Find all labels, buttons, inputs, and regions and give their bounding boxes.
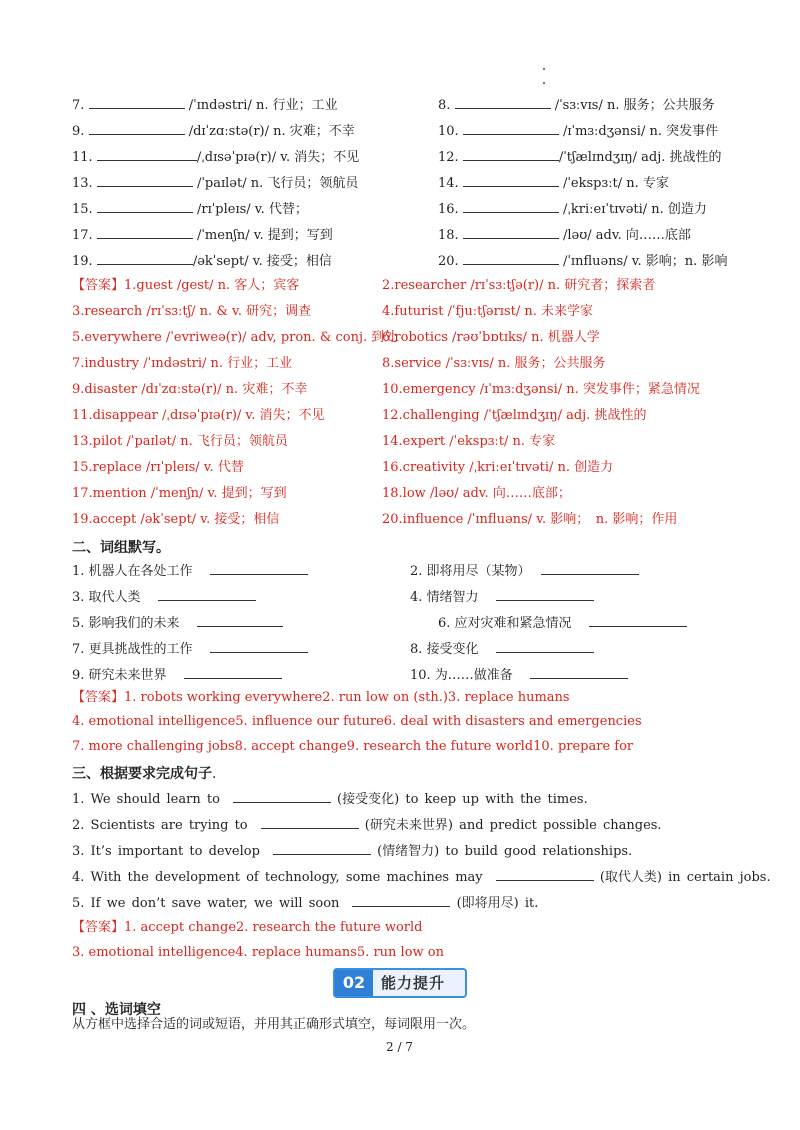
answer-item: 9.disaster /dɪˈzɑːstə(r)/ n. 灾难；不幸 xyxy=(72,382,308,397)
section-title: 二、词组默写。 xyxy=(72,540,170,556)
answer-line: 7. more challenging jobs8. accept change9. research the future world10. prepare for xyxy=(72,739,634,754)
vocab-item: 14. /ˈekspɜːt/ n. 专家 xyxy=(438,176,669,191)
vocab-item: 15. /rɪˈpleɪs/ v. 代替； xyxy=(72,202,308,217)
answer-item: 17.mention /ˈmenʃn/ v. 提到；写到 xyxy=(72,486,287,501)
vocab-item: 20. /ˈɪnfluəns/ v. 影响；n. 影响 xyxy=(438,254,728,269)
answer-item: 5.everywhere /ˈevriweə(r)/ adv, pron. & conj. 到处 xyxy=(72,330,398,345)
badge-number: 02 xyxy=(335,970,373,996)
answer-item: 6.robotics /rəʊˈbɒtɪks/ n. 机器人学 xyxy=(382,330,600,345)
sentence-item: 5. If we don’t save water, we will soon (即将用尽) it. xyxy=(72,896,539,911)
section-title: 三、根据要求完成句子. xyxy=(72,766,217,782)
vocab-item: 9. /dɪˈzɑːstə(r)/ n. 灾难；不幸 xyxy=(72,124,355,139)
phrase-item: 10. 为……做准备 xyxy=(410,666,628,684)
vocab-item: 10. /ɪˈmɜːdʒənsi/ n. 突发事件 xyxy=(438,124,719,139)
answer-item: 16.creativity /ˌkriːeɪˈtɪvəti/ n. 创造力 xyxy=(382,460,614,475)
decorative-dot xyxy=(543,68,545,70)
phrase-item: 7. 更具挑战性的工作 xyxy=(72,640,308,658)
badge-label: 能力提升 xyxy=(381,974,446,992)
section-title: 四 、选词填空 xyxy=(72,1002,161,1018)
answer-item: 11.disappear /ˌdɪsəˈpɪə(r)/ v. 消失；不见 xyxy=(72,408,325,423)
answer-item: 8.service /ˈsɜːvɪs/ n. 服务；公共服务 xyxy=(382,356,606,371)
answer-item: 13.pilot /ˈpaɪlət/ n. 飞行员；领航员 xyxy=(72,434,288,449)
answer-item: 19.accept /əkˈsept/ v. 接受；相信 xyxy=(72,512,280,527)
vocab-item: 12. /ˈtʃælɪndʒɪŋ/ adj. 挑战性的 xyxy=(438,150,722,165)
answer-item: 4.futurist /ˈfjuːtʃərɪst/ n. 未来学家 xyxy=(382,304,593,319)
section-badge xyxy=(333,968,467,998)
decorative-dot xyxy=(543,82,545,84)
vocab-item: 8. /ˈsɜːvɪs/ n. 服务；公共服务 xyxy=(438,98,715,113)
vocab-item: 16. /ˌkriːeɪˈtɪvəti/ n. 创造力 xyxy=(438,202,707,217)
phrase-item: 5. 影响我们的未来 xyxy=(72,614,283,632)
phrase-item: 1. 机器人在各处工作 xyxy=(72,562,308,580)
phrase-item: 9. 研究未来世界 xyxy=(72,666,282,684)
vocab-item: 7. /ˈɪndəstri/ n. 行业；工业 xyxy=(72,98,338,113)
answer-item: 14.expert /ˈekspɜːt/ n. 专家 xyxy=(382,434,556,449)
vocab-item: 19. /əkˈsept/ v. 接受；相信 xyxy=(72,254,332,269)
answer-item: 15.replace /rɪˈpleɪs/ v. 代替 xyxy=(72,460,244,475)
answer-item: 【答案】1.guest /gest/ n. 客人；宾客 xyxy=(72,278,300,293)
vocab-item: 13. /ˈpaɪlət/ n. 飞行员；领航员 xyxy=(72,176,359,191)
vocab-item: 17. /ˈmenʃn/ v. 提到；写到 xyxy=(72,228,333,243)
section-instruction: 从方框中选择合适的词或短语，并用其正确形式填空，每词限用一次。 xyxy=(72,1017,476,1032)
phrase-item: 6. 应对灾难和紧急情况 xyxy=(438,614,687,632)
sentence-item: 2. Scientists are trying to (研究未来世界) and predict possible changes. xyxy=(72,818,662,833)
answer-line: 3. emotional intelligence4. replace humans5. run low on xyxy=(72,945,445,960)
phrase-item: 2. 即将用尽（某物） xyxy=(410,562,639,580)
sentence-item: 4. With the development of technology, some machines may (取代人类) in certain jobs. xyxy=(72,870,771,885)
sentence-item: 3. It’s important to develop (情绪智力) to build good relationships. xyxy=(72,844,633,859)
answer-item: 20.influence /ˈɪnfluəns/ v. 影响； n. 影响；作用 xyxy=(382,512,678,527)
answer-item: 18.low /ləʊ/ adv. 向……底部； xyxy=(382,486,571,501)
answer-item: 10.emergency /ɪˈmɜːdʒənsi/ n. 突发事件；紧急情况 xyxy=(382,382,700,397)
answer-line: 4. emotional intelligence5. influence our future6. deal with disasters and emergencies xyxy=(72,714,642,729)
phrase-item: 4. 情绪智力 xyxy=(410,588,594,606)
sentence-item: 1. We should learn to (接受变化) to keep up with the times. xyxy=(72,792,588,807)
answer-line: 【答案】1. robots working everywhere2. run low on (sth.)3. replace humans xyxy=(72,690,570,705)
vocab-item: 11. /ˌdɪsəˈpɪə(r)/ v. 消失；不见 xyxy=(72,150,360,165)
phrase-item: 8. 接受变化 xyxy=(410,640,594,658)
vocab-item: 18. /ləʊ/ adv. 向……底部 xyxy=(438,228,691,243)
answer-item: 7.industry /ˈɪndəstri/ n. 行业；工业 xyxy=(72,356,293,371)
page-number: 2 / 7 xyxy=(386,1040,413,1054)
answer-item: 2.researcher /rɪˈsɜːtʃə(r)/ n. 研究者；探索者 xyxy=(382,278,656,293)
answer-item: 3.research /rɪˈsɜːtʃ/ n. & v. 研究；调查 xyxy=(72,304,312,319)
phrase-item: 3. 取代人类 xyxy=(72,588,256,606)
answer-line: 【答案】1. accept change2. research the future world xyxy=(72,920,423,935)
answer-item: 12.challenging /ˈtʃælɪndʒɪŋ/ adj. 挑战性的 xyxy=(382,408,647,423)
